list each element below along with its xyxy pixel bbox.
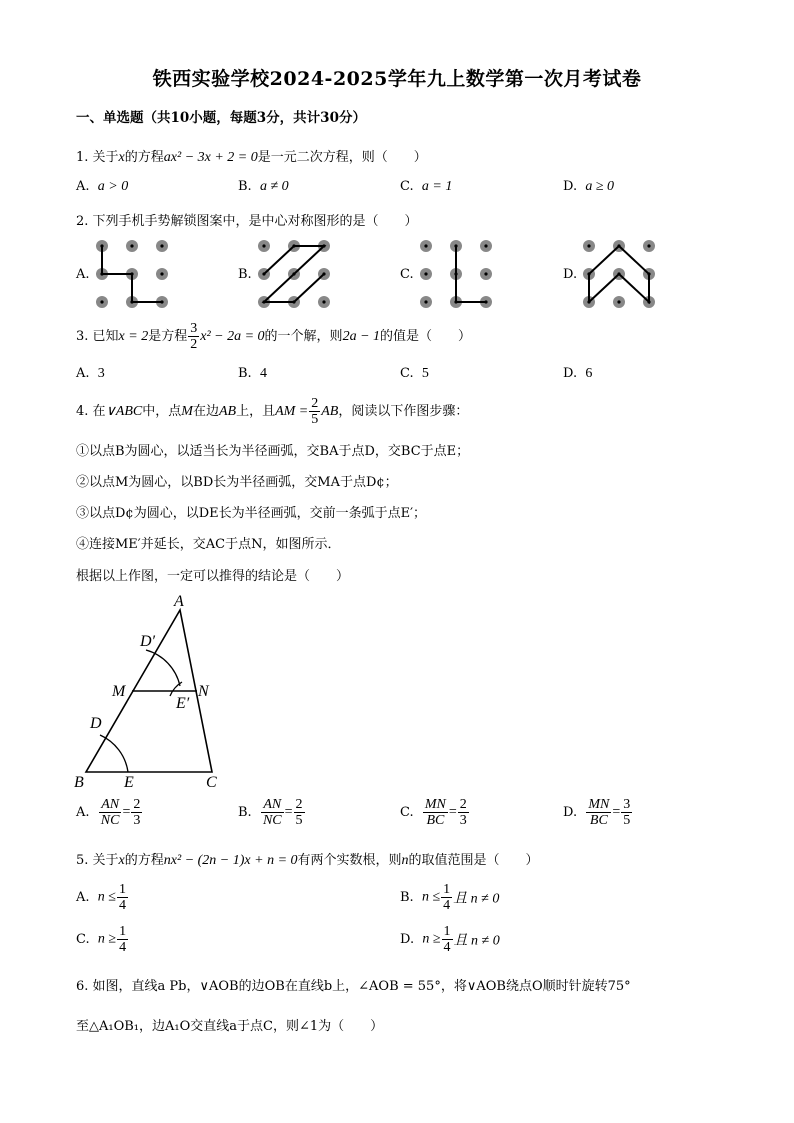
question-2-stem: 2. 下列手机手势解锁图案中，是中心对称图形的是（ ） bbox=[76, 214, 418, 229]
q4-option-a: A. $\frac{AN}{NC}$ = $\frac{2}{3}$ bbox=[76, 797, 141, 828]
label-e-prime: E′ bbox=[176, 695, 190, 712]
q2-option-b-label: B. bbox=[238, 267, 252, 282]
q1-option-b: B. a ≠ 0 bbox=[238, 179, 289, 194]
label-n: N bbox=[198, 683, 209, 700]
section-heading: 一、单选题（共10小题，每题3分，共计30分） bbox=[76, 110, 366, 126]
q2-option-d-label: D. bbox=[563, 267, 578, 282]
label-d-prime: D′ bbox=[140, 633, 156, 650]
q4-option-d: D. $\frac{MN}{BC}$ = $\frac{3}{5}$ bbox=[563, 797, 631, 828]
label-m: M bbox=[112, 683, 126, 700]
q1-option-a: A. a > 0 bbox=[76, 179, 129, 194]
arc-d-prime bbox=[146, 650, 180, 686]
q3-option-d: D. 6 bbox=[563, 366, 593, 381]
q4-step-1: ①以点B为圆心，以适当长为半径画弧，交BA于点D，交BC于点E； bbox=[76, 444, 470, 459]
q3-option-a: A. 3 bbox=[76, 366, 105, 381]
fraction-2-5: $\frac{2}{5}$ bbox=[311, 396, 319, 427]
question-6-line-2: 至△A₁OB₁，边A₁O交直线a于点C，则∠1为（ ） bbox=[76, 1019, 384, 1034]
q5-option-a: A. n ≤ $\frac{1}{4}$ bbox=[76, 882, 126, 913]
q5-option-d: D. n ≥ $\frac{1}{4}$ 且 n ≠ 0 bbox=[400, 924, 500, 955]
label-c: C bbox=[206, 774, 217, 791]
question-5-stem: 5. 关于x的方程nx² − (2n − 1)x + n = 0有两个实数根，则n的取值范围是（ ） bbox=[76, 853, 539, 868]
q4-step-4: ④连接ME′并延长，交AC于点N，如图所示． bbox=[76, 537, 341, 552]
page-title: 铁西实验学校2024-2025学年九上数学第一次月考试卷 bbox=[152, 68, 642, 90]
q2-pattern-c bbox=[416, 237, 496, 311]
question-6-line-1: 6. 如图，直线a Pb，∨AOB的边OB在直线b上，∠AOB = 55°，将∨AOB绕点O顺时针旋转75° bbox=[76, 979, 631, 994]
fraction-3-2: $\frac{3}{2}$ bbox=[190, 321, 198, 352]
label-d: D bbox=[90, 715, 102, 732]
q4-triangle-figure bbox=[70, 590, 230, 795]
q3-option-c: C. 5 bbox=[400, 366, 429, 381]
q2-option-a-label: A. bbox=[76, 267, 90, 282]
question-3-stem: 3. 已知x = 2是方程 $\frac{3}{2}$ x² − 2a = 0的一个解，则2a − 1的值是（ ） bbox=[76, 321, 472, 352]
q4-option-b: B. $\frac{AN}{NC}$ = $\frac{2}{5}$ bbox=[238, 797, 303, 828]
label-a: A bbox=[174, 593, 184, 610]
label-e: E bbox=[124, 774, 134, 791]
question-1-stem: 1. 关于x的方程ax² − 3x + 2 = 0是一元二次方程，则（ ） bbox=[76, 150, 427, 165]
q3-option-b: B. 4 bbox=[238, 366, 267, 381]
q4-step-2: ②以点M为圆心，以BD长为半径画弧，交MA于点D¢； bbox=[76, 475, 398, 490]
q1-option-c: C. a = 1 bbox=[400, 179, 453, 194]
label-b: B bbox=[74, 774, 84, 791]
q2-option-c-label: C. bbox=[400, 267, 414, 282]
q5-option-c: C. n ≥ $\frac{1}{4}$ bbox=[76, 924, 127, 955]
q2-pattern-d bbox=[579, 237, 659, 311]
q2-pattern-b bbox=[254, 237, 334, 311]
q1-option-d: D. a ≥ 0 bbox=[563, 179, 615, 194]
q5-option-b: B. n ≤ $\frac{1}{4}$ 且 n ≠ 0 bbox=[400, 882, 500, 913]
question-4-stem: 4. 在∨ABC中，点M在边AB上，且AM = $\frac{2}{5}$ AB，阅读以下作图步骤： bbox=[76, 396, 469, 427]
q4-step-3: ③以点D¢为圆心，以DE长为半径画弧，交前一条弧于点E′； bbox=[76, 506, 427, 521]
q2-pattern-a bbox=[92, 237, 172, 311]
q4-option-c: C. $\frac{MN}{BC}$ = $\frac{2}{3}$ bbox=[400, 797, 467, 828]
q4-conclusion: 根据以上作图，一定可以推得的结论是（ ） bbox=[76, 569, 350, 584]
